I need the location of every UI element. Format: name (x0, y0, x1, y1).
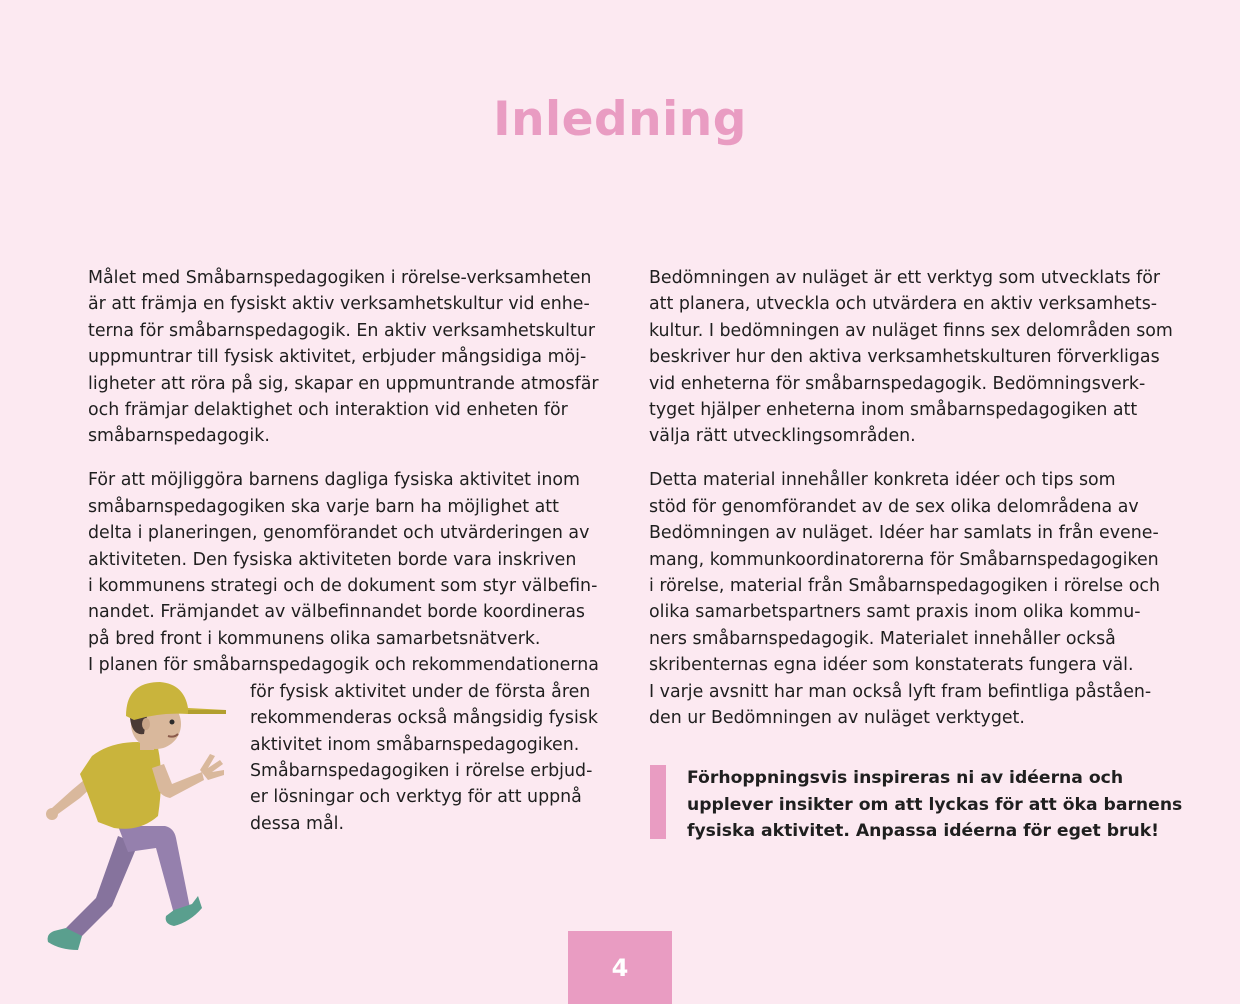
running-child-illustration (40, 676, 240, 966)
quote-text (687, 765, 1182, 845)
text-line: vid enheterna för småbarnspedagogik. Bedömningsverk- (649, 373, 1146, 394)
text-line: er lösningar och verktyg för att uppnå (250, 787, 582, 808)
text-line: Bedömningen av nuläget. Idéer har samlats in från evene- (649, 523, 1159, 544)
text-line: stöd för genomförandet av de sex olika delområdena av (649, 496, 1139, 517)
assessment-paragraph (649, 265, 1173, 450)
text-line: För att möjliggöra barnens dagliga fysiska aktivitet inom (88, 470, 580, 491)
text-line: och främjar delaktighet och interaktion vid enheten för (88, 400, 568, 421)
text-line: aktiviteten. Den fysiska aktiviteten borde vara inskriven (88, 549, 577, 570)
text-line: delta i planeringen, genomförandet och utvärderingen av (88, 523, 590, 544)
quote-accent-bar (650, 765, 666, 839)
text-line: dessa mål. (250, 813, 345, 834)
text-line: aktivitet inom småbarnspedagogiken. (250, 734, 580, 755)
text-line: i kommunens strategi och de dokument som styr välbefin- (88, 576, 598, 597)
text-line: rekommenderas också mångsidig fysisk (250, 708, 598, 729)
text-line: nandet. Främjandet av välbefinnandet borde koordineras (88, 602, 585, 623)
text-line: välja rätt utvecklingsområden. (649, 426, 916, 447)
text-line: mang, kommunkoordinatorerna för Småbarnspedagogiken (649, 549, 1159, 570)
quote-line: upplever insikter om att lyckas för att öka barnens (687, 794, 1183, 815)
eye (170, 720, 175, 725)
text-line: ligheter att röra på sig, skapar en uppmuntrande atmosfär (88, 373, 599, 394)
text-line: ners småbarnspedagogik. Materialet innehåller också (649, 628, 1116, 649)
text-line: tyget hjälper enheterna inom småbarnspedagogiken att (649, 400, 1138, 421)
text-line: Detta material innehåller konkreta idéer och tips som (649, 470, 1116, 491)
back-leg (66, 836, 138, 938)
text-line: den ur Bedömningen av nuläget verktyget. (649, 708, 1025, 729)
front-leg (118, 826, 190, 914)
material-paragraph (649, 467, 1159, 731)
text-line: att planera, utveckla och utvärdera en aktiv verksamhets- (649, 294, 1158, 315)
text-line: I varje avsnitt har man också lyft fram befintliga påståen- (649, 681, 1152, 702)
text-line: uppmuntrar till fysisk aktivitet, erbjuder mångsidiga möj- (88, 347, 587, 368)
page-title: Inledning (493, 92, 747, 147)
quote-line: fysiska aktivitet. Anpassa idéerna för eget bruk! (687, 821, 1160, 841)
text-line: I planen för småbarnspedagogik och rekommendationerna (88, 655, 599, 676)
text-line: Målet med Småbarnspedagogiken i rörelse-verksamheten (88, 268, 592, 288)
quote-line: Förhoppningsvis inspireras ni av idéerna och (687, 768, 1124, 788)
back-hand (46, 808, 58, 820)
text-line: kultur. I bedömningen av nuläget finns sex delområden som (649, 320, 1173, 341)
text-line: Småbarnspedagogiken i rörelse erbjud- (250, 760, 593, 781)
text-line: Bedömningen av nuläget är ett verktyg som utvecklats för (649, 268, 1161, 288)
intro-paragraph (88, 265, 600, 450)
text-line: är att främja en fysiskt aktiv verksamhetskultur vid enhe- (88, 294, 590, 315)
cap-brim-shade (188, 710, 226, 714)
front-hand (200, 754, 224, 780)
text-line: småbarnspedagogik. (88, 426, 270, 447)
ear (142, 718, 150, 730)
text-line: på bred front i kommunens olika samarbetsnätverk. (88, 628, 541, 649)
text-line: småbarnspedagogiken ska varje barn ha möjlighet att (88, 496, 559, 517)
page-number-badge: 4 (568, 931, 672, 1004)
right-column (649, 265, 1173, 749)
text-line: för fysisk aktivitet under de första åren (250, 681, 591, 702)
text-line: terna för småbarnspedagogik. En aktiv verksamhetskultur (88, 320, 595, 341)
highlight-quote (650, 765, 1183, 841)
text-line: olika samarbetspartners samt praxis inom olika kommu- (649, 602, 1141, 623)
shirt (80, 742, 161, 829)
text-line: beskriver hur den aktiva verksamhetskulturen förverkligas (649, 347, 1160, 368)
text-line: skribenternas egna idéer som konstaterats fungera väl. (649, 655, 1134, 676)
text-line: i rörelse, material från Småbarnspedagogiken i rörelse och (649, 576, 1160, 597)
